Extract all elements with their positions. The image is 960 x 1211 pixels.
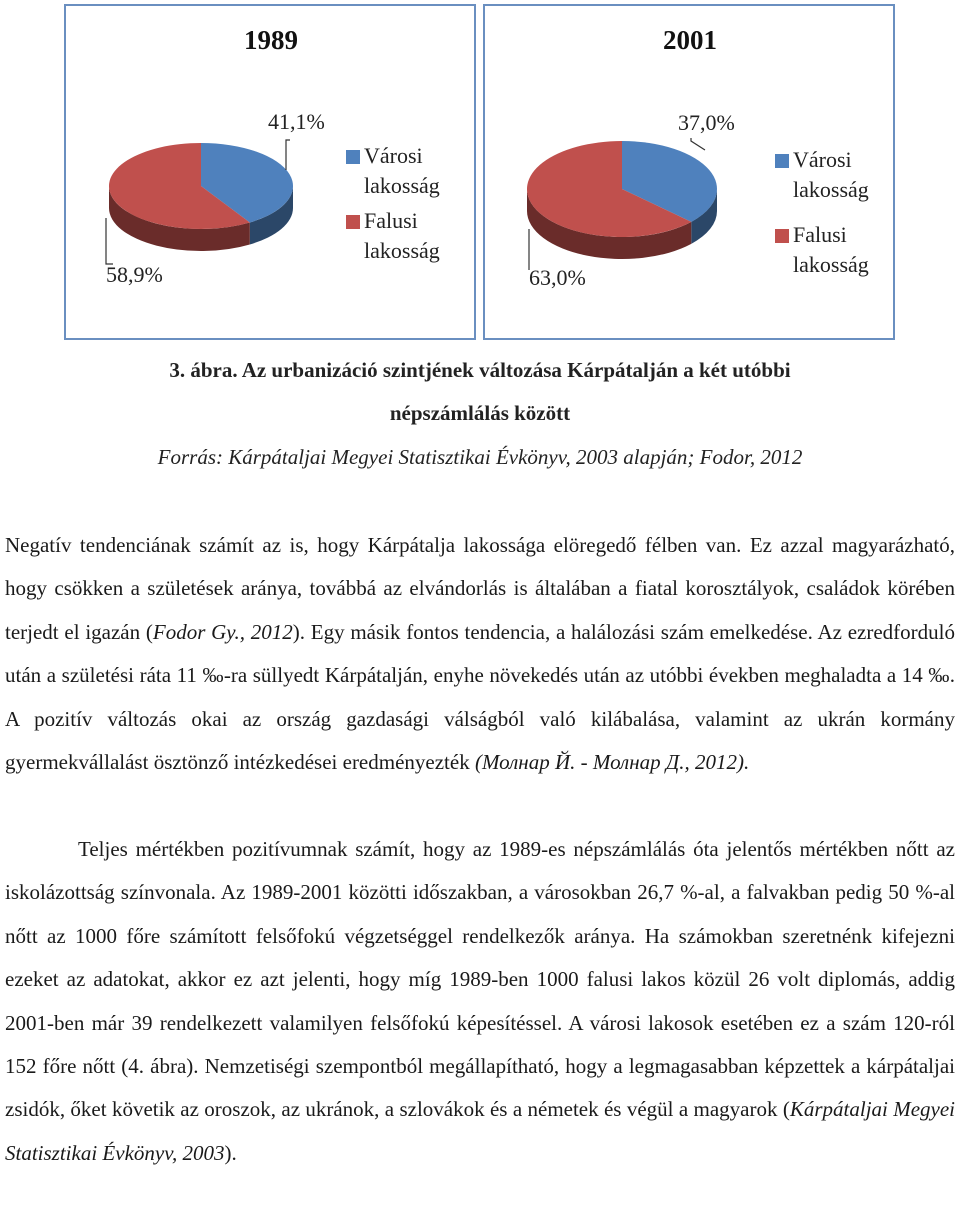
leader-line	[286, 140, 290, 170]
legend-swatch	[775, 154, 789, 168]
legend-entry-line: lakosság	[364, 173, 440, 198]
paragraph-text: Teljes mértékben pozitívumnak számít, hogy az 1989-es népszámlálás óta jelentős mértékben nőtt az iskolázottság színvonala. Az 1989-2001 közötti időszakban, a városokban 26,7 %-al, a falvakban pedig 50 %-al nőtt az 1000 főre számított felsőfokú végzetséggel rendelkezők aránya. Ha számokban szeretnénk kifejezni ezeket az adatokat, akkor ez azt jelenti, hogy míg 1989-ben 1000 falusi lakos közül 26 volt diplomás, addig 2001-ben már 39 rendelkezett valamilyen felsőfokú képesítéssel. A városi lakosok esetében ez a szám 120-ról 152 főre nőtt (4. ábra). Nemzetiségi szempontból megállapítható, hogy a legmagasabban képzettek a kárpátaljai zsidók, őket követik az oroszok, az ukránok, a szlovákok és a németek és végül a magyarok (	[5, 837, 955, 1122]
legend-entry	[793, 222, 869, 277]
legend-swatch	[775, 229, 789, 243]
pie-chart-2001	[485, 6, 897, 342]
paragraph-text: ). Egy másik fontos tendencia, a halálozási szám emelkedése. Az ezredforduló után a születési ráta 11 ‰-ra süllyedt Kárpátalján, enyhe növekedés után az utóbbi években meghaladta a 14 ‰. A pozitív változás okai az ország gazdasági válságból való kilábalása, valamint az ukrán kormány gyermekvállalást ösztönző intézkedései eredményezték	[5, 619, 956, 775]
legend-entry-line: lakosság	[793, 177, 869, 202]
pie-chart-1989	[66, 6, 478, 342]
figure-source: Forrás: Kárpátaljai Megyei Statisztikai Évkönyv, 2003 alapján; Fodor, 2012	[157, 445, 803, 469]
chart-title: 2001	[663, 25, 717, 55]
body-paragraph-2	[5, 828, 955, 1175]
citation: Kárpátaljai Megyei Statisztikai Évkönyv, 2003	[5, 1097, 956, 1165]
legend-entry-line: Falusi	[364, 208, 418, 233]
chart-title: 1989	[244, 25, 298, 55]
legend-entry-line: lakosság	[364, 238, 440, 263]
legend-entry-line: Városi	[793, 147, 852, 172]
figure-caption-line-1: 3. ábra. Az urbanizáció szintjének változása Kárpátalján a két utóbbi	[169, 358, 791, 382]
legend-entry	[364, 208, 440, 263]
legend-entry	[364, 143, 440, 198]
legend-entry-line: Falusi	[793, 222, 847, 247]
legend-swatch	[346, 150, 360, 164]
data-label: 37,0%	[678, 110, 735, 135]
legend-entry-line: Városi	[364, 143, 423, 168]
legend-entry	[793, 147, 869, 202]
body-paragraph-1	[5, 524, 955, 784]
figure-caption-line-2: népszámlálás között	[389, 401, 571, 425]
data-label: 63,0%	[529, 265, 586, 290]
citation: (Молнар Й. - Молнар Д., 2012).	[474, 750, 750, 775]
chart-panel-2001	[483, 4, 895, 340]
citation: Fodor Gy., 2012	[152, 619, 293, 644]
chart-panel-1989	[64, 4, 476, 340]
data-label: 58,9%	[106, 262, 163, 287]
paragraph-text: Negatív tendenciának számít az is, hogy Kárpátalja lakossága elöregedő félben van. Ez azzal magyarázható, hogy csökken a születések aránya, továbbá az elvándorlás is általában a fiatal korosztályok, családok körében terjedt el igazán (	[5, 533, 955, 644]
data-label: 41,1%	[268, 109, 325, 134]
leader-line	[691, 138, 705, 150]
leader-line	[106, 218, 113, 264]
legend-entry-line: lakosság	[793, 252, 869, 277]
legend-swatch	[346, 215, 360, 229]
paragraph-text: ).	[224, 1140, 237, 1165]
